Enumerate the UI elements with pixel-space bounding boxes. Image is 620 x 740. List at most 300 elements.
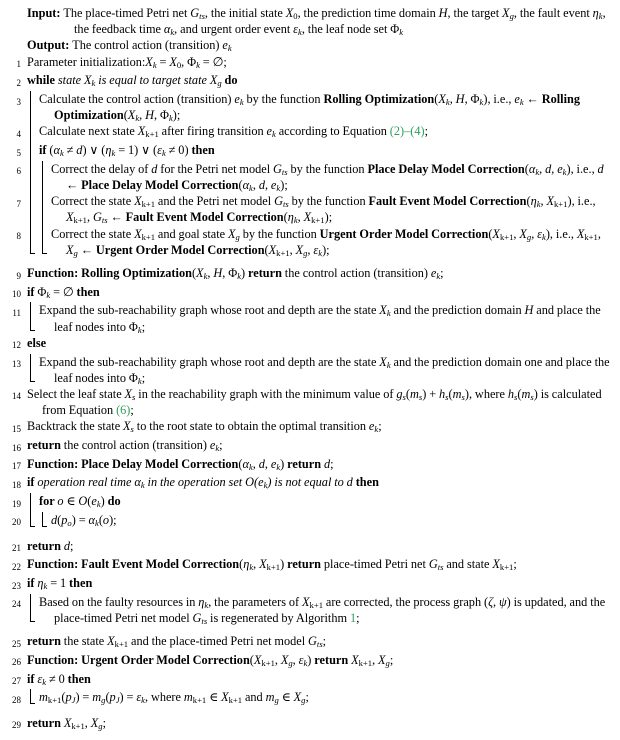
text-segment: G bbox=[190, 6, 200, 20]
line-number: 2 bbox=[16, 77, 21, 88]
text-segment: d bbox=[597, 161, 604, 176]
text-segment: k bbox=[598, 10, 603, 21]
text-segment: g bbox=[101, 695, 106, 706]
text-segment: k bbox=[386, 308, 391, 319]
line-content bbox=[39, 594, 612, 626]
text-segment: k bbox=[237, 270, 242, 281]
text-segment: then bbox=[355, 475, 379, 490]
text-segment: is regenerated by Algorithm bbox=[207, 610, 350, 625]
line-content bbox=[51, 193, 612, 225]
text-segment: k+1 bbox=[114, 639, 129, 649]
line-number: 10 bbox=[12, 289, 21, 300]
line-content bbox=[39, 142, 612, 161]
block-rule-corner bbox=[27, 226, 39, 258]
text-segment: X bbox=[268, 242, 277, 257]
text-segment: k bbox=[141, 695, 145, 706]
line-number: 23 bbox=[12, 580, 21, 591]
text-segment: k bbox=[272, 129, 276, 140]
text-segment: ( bbox=[49, 143, 54, 158]
text-segment: k bbox=[94, 517, 99, 528]
line-content bbox=[51, 161, 612, 193]
text-segment: η bbox=[198, 594, 205, 609]
text-segment: k bbox=[170, 27, 175, 38]
code-line bbox=[6, 474, 612, 493]
reference-link[interactable]: 1 bbox=[349, 610, 357, 625]
text-segment: ε bbox=[157, 143, 162, 158]
text-segment: ( bbox=[238, 456, 243, 471]
text-segment: ); bbox=[280, 178, 288, 193]
text-segment: p bbox=[109, 690, 116, 705]
text-segment: k bbox=[46, 289, 51, 300]
text-segment: α bbox=[88, 512, 95, 527]
text-segment: X bbox=[302, 594, 310, 609]
text-segment: ← bbox=[77, 242, 96, 257]
text-segment: ε bbox=[37, 671, 43, 686]
text-segment: 0 bbox=[176, 59, 182, 70]
text-segment: and state bbox=[443, 557, 493, 572]
text-segment: s bbox=[418, 391, 423, 402]
line-number bbox=[6, 5, 21, 37]
line-content bbox=[39, 91, 612, 123]
text-segment: X bbox=[379, 354, 387, 369]
text-segment: ts bbox=[201, 615, 208, 626]
line-number: 24 bbox=[12, 599, 21, 610]
code-line bbox=[6, 652, 612, 671]
text-segment: H bbox=[213, 266, 223, 281]
text-segment: Φ bbox=[128, 370, 138, 385]
text-segment: , bbox=[493, 594, 499, 609]
line-content bbox=[27, 72, 612, 91]
line-number: 15 bbox=[12, 423, 21, 434]
text-segment: ∈ bbox=[206, 690, 222, 705]
text-segment: d bbox=[63, 538, 70, 553]
block-rule-corner bbox=[39, 512, 51, 531]
text-segment: , bbox=[540, 194, 547, 209]
text-segment: then bbox=[191, 143, 215, 158]
text-segment: X bbox=[228, 226, 236, 241]
text-segment: k bbox=[248, 461, 253, 472]
text-segment: ≠ bbox=[63, 143, 77, 158]
line-number: 11 bbox=[12, 307, 21, 318]
header-line bbox=[6, 37, 612, 53]
text-segment: g bbox=[301, 695, 306, 706]
reference-link[interactable]: (2)–(4) bbox=[389, 124, 425, 139]
text-segment: Expand the sub-reachability graph whose root and depth are the state bbox=[39, 354, 380, 369]
text-segment: , bbox=[139, 108, 146, 123]
text-segment: ( bbox=[283, 210, 288, 225]
text-segment: , bbox=[252, 178, 259, 193]
text-segment: α bbox=[242, 178, 250, 193]
line-number: 7 bbox=[16, 198, 21, 209]
text-segment: then bbox=[67, 671, 91, 686]
text-segment: ), i.e., bbox=[483, 92, 515, 107]
text-segment: ( bbox=[448, 386, 453, 401]
text-segment: e bbox=[91, 494, 97, 509]
text-segment: k bbox=[303, 657, 308, 668]
text-segment: ( bbox=[87, 494, 92, 509]
text-segment: ) bbox=[307, 652, 315, 667]
text-segment: = ∅ bbox=[50, 284, 77, 299]
text-segment: Expand the sub-reachability graph whose root and depth are the state bbox=[39, 303, 380, 318]
line-number: 14 bbox=[12, 391, 21, 402]
text-segment: m bbox=[39, 690, 48, 705]
text-segment: X bbox=[107, 634, 115, 649]
text-segment: ) bbox=[241, 266, 248, 281]
text-segment: G bbox=[273, 161, 282, 176]
text-segment: ts bbox=[282, 199, 289, 210]
line-number: 5 bbox=[16, 147, 21, 158]
code-line bbox=[6, 72, 612, 91]
text-segment: , the leaf node set bbox=[301, 22, 391, 37]
line-content bbox=[39, 493, 612, 512]
text-segment: return bbox=[248, 266, 282, 281]
text-segment: ( bbox=[253, 475, 259, 490]
text-segment: , bbox=[513, 226, 520, 241]
text-segment: k+1 bbox=[141, 231, 156, 242]
text-segment: return bbox=[27, 538, 61, 553]
text-segment: k bbox=[59, 148, 64, 159]
text-segment: Backtrack the state bbox=[27, 419, 124, 434]
text-segment: s bbox=[402, 391, 406, 402]
text-segment: ( bbox=[264, 242, 269, 257]
line-number: 8 bbox=[16, 231, 21, 242]
text-segment: p bbox=[61, 512, 68, 527]
text-segment: , the parameters of bbox=[208, 594, 303, 609]
line-number: 3 bbox=[16, 96, 21, 107]
text-segment: Correct the state bbox=[51, 226, 135, 241]
text-segment: s bbox=[130, 424, 134, 435]
text-segment: p bbox=[65, 690, 72, 705]
line-content bbox=[27, 386, 612, 418]
line-content bbox=[27, 715, 612, 734]
text-segment: and bbox=[242, 690, 266, 705]
text-segment: ; bbox=[330, 456, 334, 471]
text-segment: ← bbox=[107, 210, 126, 225]
text-segment: ε bbox=[537, 226, 542, 241]
code-line bbox=[6, 284, 612, 303]
text-segment: k bbox=[562, 166, 567, 177]
text-segment: k bbox=[161, 148, 166, 159]
text-segment: X bbox=[378, 652, 386, 667]
text-segment: , and urgent order event bbox=[174, 22, 294, 37]
text-segment: return bbox=[27, 715, 61, 730]
line-content bbox=[39, 354, 612, 386]
text-segment: o bbox=[102, 512, 110, 527]
line-number: 25 bbox=[12, 638, 21, 649]
text-segment: if bbox=[39, 143, 50, 158]
text-segment: by the function bbox=[239, 226, 320, 241]
text-segment: ) = bbox=[71, 512, 89, 527]
text-segment: the state bbox=[60, 634, 108, 649]
text-segment: , bbox=[181, 54, 188, 69]
text-segment: ( bbox=[105, 690, 110, 705]
text-segment: Input: bbox=[27, 6, 64, 20]
text-segment: 0 bbox=[293, 10, 298, 21]
line-content bbox=[27, 456, 612, 475]
text-segment: X bbox=[303, 210, 312, 225]
text-segment: ( bbox=[238, 178, 243, 193]
text-segment: Φ bbox=[390, 22, 400, 37]
text-segment: by the function bbox=[243, 92, 324, 107]
text-segment: X bbox=[492, 557, 500, 572]
text-segment: ( bbox=[57, 512, 62, 527]
text-segment: , bbox=[252, 456, 259, 471]
reference-link[interactable]: (6) bbox=[116, 403, 131, 418]
line-content bbox=[27, 575, 612, 594]
text-segment: , bbox=[274, 652, 281, 667]
text-segment: X bbox=[576, 226, 585, 241]
text-segment: ( bbox=[405, 386, 410, 401]
text-segment: η bbox=[105, 143, 112, 158]
text-segment: m bbox=[409, 386, 419, 401]
text-segment: , bbox=[207, 266, 214, 281]
text-segment: ( bbox=[526, 194, 531, 209]
text-segment: k bbox=[542, 231, 546, 242]
block-rule-corner bbox=[27, 689, 39, 708]
text-segment: X bbox=[546, 194, 554, 209]
text-segment: if bbox=[27, 576, 38, 590]
text-segment: ) = bbox=[75, 690, 93, 705]
text-segment: Fault Event Model Correction bbox=[125, 210, 284, 225]
text-segment: k+1 bbox=[266, 562, 281, 573]
text-segment: ; bbox=[219, 438, 223, 453]
text-segment: k bbox=[204, 599, 209, 610]
text-segment: e bbox=[270, 178, 277, 193]
text-segment: ; bbox=[356, 610, 360, 625]
text-segment: ∈ bbox=[278, 690, 294, 705]
text-segment: ) bbox=[280, 557, 288, 572]
line-content bbox=[39, 302, 612, 334]
text-segment: α bbox=[242, 456, 249, 471]
text-segment: g bbox=[385, 657, 390, 668]
text-segment: X bbox=[134, 226, 142, 241]
text-segment: k+1 bbox=[71, 720, 85, 731]
text-segment: G bbox=[92, 210, 102, 225]
text-segment: = ∅; bbox=[199, 54, 227, 69]
code-line bbox=[6, 123, 612, 142]
text-segment: k+1 bbox=[73, 215, 87, 226]
text-segment: Function: Urgent Order Model Correction bbox=[27, 652, 250, 667]
text-segment: by the function bbox=[288, 194, 369, 209]
code-line bbox=[6, 493, 612, 512]
text-segment: k bbox=[203, 270, 208, 281]
text-segment: the control action (transition) bbox=[60, 438, 210, 453]
text-segment: H bbox=[145, 108, 154, 123]
text-segment: ) is updated, and the place-timed Petri net model bbox=[54, 594, 606, 625]
text-segment: then bbox=[76, 284, 100, 299]
text-segment: Fault Event Model Correction bbox=[368, 194, 527, 209]
text-segment: if bbox=[27, 671, 38, 686]
text-segment: Φ bbox=[470, 92, 480, 107]
text-segment: e bbox=[270, 456, 277, 471]
text-segment: g bbox=[509, 10, 514, 21]
line-content bbox=[27, 538, 612, 557]
text-segment: k bbox=[137, 324, 142, 335]
text-segment: after firing transition bbox=[158, 124, 267, 139]
text-segment: G bbox=[192, 610, 202, 625]
line-content bbox=[27, 474, 612, 493]
text-segment: X bbox=[519, 226, 527, 241]
line-content bbox=[39, 689, 612, 708]
text-segment: k bbox=[91, 78, 96, 89]
code-line bbox=[6, 226, 612, 258]
text-segment: k+1 bbox=[228, 695, 243, 706]
text-segment: ( bbox=[61, 690, 66, 705]
text-segment: e bbox=[266, 124, 273, 139]
text-segment: g bbox=[98, 720, 103, 731]
text-segment: d bbox=[151, 161, 158, 176]
text-segment: ) is calculated from Equation bbox=[42, 386, 602, 418]
text-segment: k bbox=[298, 27, 302, 38]
code-line bbox=[6, 418, 612, 437]
text-segment: ); bbox=[172, 108, 181, 123]
code-line bbox=[6, 512, 612, 531]
block-rule-bar bbox=[27, 123, 39, 142]
text-segment: ), where bbox=[464, 386, 508, 401]
line-content bbox=[27, 284, 612, 303]
text-segment: , bbox=[153, 108, 160, 123]
text-segment: ( bbox=[488, 226, 493, 241]
line-content bbox=[51, 226, 612, 258]
text-segment: k+1 bbox=[309, 599, 323, 610]
text-segment: g bbox=[288, 657, 293, 668]
text-segment: X bbox=[351, 652, 359, 667]
text-segment: k+1 bbox=[499, 562, 514, 573]
code-line bbox=[6, 302, 612, 334]
block-rule-bar bbox=[27, 193, 39, 225]
text-segment: d bbox=[545, 161, 552, 176]
line-content bbox=[27, 335, 612, 354]
text-segment: k bbox=[436, 270, 441, 281]
text-segment: ; bbox=[141, 370, 146, 385]
code-line bbox=[6, 594, 612, 626]
text-segment: X bbox=[137, 124, 146, 139]
text-segment: m bbox=[265, 690, 275, 705]
text-segment: ) ∨ ( bbox=[82, 143, 106, 158]
block-rule-corner bbox=[39, 226, 51, 258]
text-segment: and the prediction domain bbox=[390, 303, 525, 318]
code-line bbox=[6, 335, 612, 354]
text-segment: α bbox=[163, 22, 171, 37]
text-segment: ( bbox=[239, 557, 244, 572]
text-segment: k bbox=[276, 461, 281, 472]
text-segment: s bbox=[530, 391, 534, 402]
code-line bbox=[6, 354, 612, 386]
text-segment: The place-timed Petri net bbox=[63, 6, 191, 20]
text-segment: s bbox=[514, 391, 518, 402]
block-rule-bar bbox=[27, 493, 39, 512]
code-line bbox=[6, 671, 612, 690]
text-segment: ); bbox=[322, 242, 330, 257]
text-segment: Correct the delay of bbox=[51, 161, 152, 176]
text-segment: g bbox=[274, 695, 279, 706]
line-content bbox=[27, 652, 612, 671]
text-segment: k bbox=[293, 215, 298, 226]
text-segment: , bbox=[289, 242, 296, 257]
block-rule-corner bbox=[27, 594, 39, 626]
text-segment: o bbox=[57, 494, 64, 509]
block-rule-bar bbox=[27, 161, 39, 193]
text-segment: k bbox=[152, 59, 157, 70]
text-segment: e bbox=[557, 161, 563, 176]
text-segment: s bbox=[461, 391, 465, 402]
code-line bbox=[6, 142, 612, 161]
text-segment: Parameter initialization: bbox=[27, 54, 146, 69]
text-segment: α bbox=[528, 161, 536, 176]
text-segment: k bbox=[215, 442, 220, 453]
text-segment: ; bbox=[102, 715, 106, 730]
text-segment: g bbox=[303, 247, 308, 258]
text-segment: ts bbox=[437, 562, 444, 573]
text-segment: by the function bbox=[287, 161, 368, 176]
text-segment: = bbox=[156, 54, 170, 69]
text-segment: X bbox=[127, 108, 136, 123]
text-segment: m bbox=[92, 690, 102, 705]
text-segment: η bbox=[530, 194, 537, 209]
line-number: 6 bbox=[16, 166, 21, 177]
text-segment: o bbox=[67, 517, 72, 528]
text-segment: G bbox=[274, 194, 283, 209]
text-segment: , the fault event bbox=[513, 6, 593, 20]
text-segment: place-timed Petri net bbox=[321, 557, 429, 572]
text-segment: k bbox=[43, 580, 48, 591]
text-segment: X bbox=[280, 652, 289, 667]
line-number: 26 bbox=[12, 657, 21, 668]
text-segment: ) bbox=[280, 456, 288, 471]
block-rule-bar bbox=[39, 193, 51, 225]
text-segment: k bbox=[135, 113, 140, 124]
text-segment: h bbox=[507, 386, 515, 401]
text-segment: X bbox=[285, 6, 294, 20]
text-segment: g bbox=[73, 247, 78, 258]
text-segment: ; bbox=[322, 634, 327, 649]
text-segment: e bbox=[234, 92, 240, 107]
text-segment: X bbox=[259, 557, 267, 572]
text-segment: X bbox=[169, 54, 177, 69]
text-segment: Place Delay Model Correction bbox=[367, 161, 525, 176]
text-segment: H bbox=[455, 92, 465, 107]
text-segment: in the operation set O bbox=[144, 475, 254, 490]
line-number: 12 bbox=[12, 340, 21, 351]
text-segment: ; bbox=[141, 319, 146, 334]
code-line bbox=[6, 575, 612, 594]
text-segment: e bbox=[368, 419, 375, 434]
block-rule-bar bbox=[27, 142, 39, 161]
line-number: 18 bbox=[12, 479, 21, 490]
text-segment: k bbox=[374, 424, 379, 435]
text-segment: ) bbox=[100, 494, 108, 509]
text-segment: ∈ bbox=[63, 494, 79, 509]
text-segment: X bbox=[84, 73, 92, 88]
line-content bbox=[27, 37, 612, 53]
text-segment: k+1 bbox=[261, 657, 275, 668]
text-segment: k bbox=[399, 27, 404, 38]
line-number: 27 bbox=[12, 676, 21, 687]
text-segment: X bbox=[63, 715, 72, 730]
code-line bbox=[6, 633, 612, 652]
text-segment: ; bbox=[378, 419, 382, 434]
text-segment: Calculate next state bbox=[39, 124, 138, 139]
text-segment: Function: Place Delay Model Correction bbox=[27, 456, 239, 471]
text-segment: Rolling Optimization bbox=[54, 92, 580, 123]
text-segment: X bbox=[209, 73, 218, 88]
text-segment: X bbox=[438, 92, 446, 107]
text-segment: for bbox=[39, 494, 58, 509]
block-rule-corner bbox=[27, 302, 39, 334]
text-segment: η bbox=[243, 557, 250, 572]
code-line bbox=[6, 538, 612, 557]
text-segment: , bbox=[86, 210, 93, 225]
